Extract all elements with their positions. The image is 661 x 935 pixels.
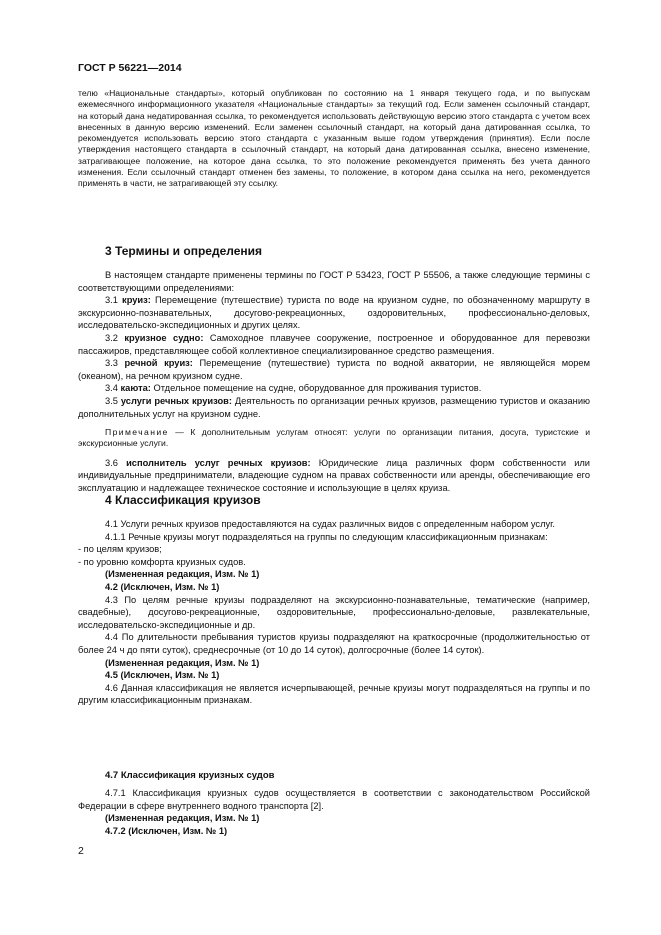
- term-3-4: 3.4 каюта: Отдельное помещение на судне, оборудованное для проживания туристов.: [105, 383, 482, 394]
- term-3-2: 3.2 круизное судно: Самоходное плавучее сооружение, построенное и оборудованное для перевозки пассажиров, представляющее собой коллективное специализированное средство размещения.: [78, 332, 590, 356]
- document-header: ГОСТ Р 56221—2014: [78, 62, 182, 74]
- subsection-4-7-body: [78, 787, 590, 837]
- para-4-1-1: 4.1.1 Речные круизы могут подразделяться на группы по следующим классификационным признакам:: [105, 531, 548, 542]
- term-3-3: 3.3 речной круиз: Перемещение (путешествие) туриста по водной акватории, не являющейся морем (океаном), на речном круизном судне.: [78, 358, 590, 381]
- term-3-1: 3.1 круиз: Перемещение (путешествие) туриста по воде на круизном судне, по обозначенному маршруту в экскурсионно-познавательных, досугово-рекреационных, оздоровительных, профессионально-деловых, исследовательско-экспедиционных и других целях.: [78, 295, 590, 331]
- para-4-2: 4.2 (Исключен, Изм. № 1): [105, 581, 220, 592]
- para-4-6: 4.6 Данная классификация не является исчерпывающей, речные круизы могут подразделяться на группы и по другим классификационным признакам.: [78, 682, 590, 706]
- list-item: - по уровню комфорта круизных судов.: [78, 556, 246, 567]
- edit-note: (Измененная редакция, Изм. № 1): [105, 569, 260, 580]
- edit-note: (Измененная редакция, Изм. № 1): [105, 813, 260, 824]
- para-4-7-1: 4.7.1 Классификация круизных судов осуществляется в соответствии с законодательством Российской Федерации в сфере внутреннего водного транспорта [2].: [78, 788, 590, 811]
- page-number: 2: [78, 845, 84, 857]
- section-4-heading: 4 Классификация круизов: [105, 493, 261, 507]
- para-4-3: 4.3 По целям речные круизы подразделяют на экскурсионно-познавательные, тематические (например, свадебные), досугово-рекреационные, оздоровительные, профессионально-деловые, развлекательные, исследовательско-экспедиционные и др.: [78, 594, 590, 630]
- list-item: - по целям круизов;: [78, 544, 162, 555]
- term-3-5: 3.5 услуги речных круизов: Деятельность по организации речных круизов, размещению туристов и оказанию дополнительных услуг на круизном судне.: [78, 395, 590, 419]
- section-3-heading: 3 Термины и определения: [105, 244, 263, 258]
- note: Примечание — К дополнительным услугам относят: услуги по организации питания, досуга, туристские и экскурсионные услуги.: [78, 427, 590, 449]
- edit-note: (Измененная редакция, Изм. № 1): [105, 657, 260, 668]
- note-label: Примечание: [105, 427, 169, 438]
- para-4-4: 4.4 По длительности пребывания туристов круизы подразделяют на краткосрочные (продолжительностью от более 24 ч до пяти суток), среднесрочные (от 10 до 14 суток), долгосрочные (более 14 суток).: [78, 632, 590, 655]
- para-4-1: 4.1 Услуги речных круизов предоставляются на судах различных видов с определенным набором услуг.: [105, 519, 555, 529]
- section-4-body: [78, 518, 590, 707]
- para-4-7-2: 4.7.2 (Исключен, Изм. № 1): [105, 825, 228, 836]
- para-4-5: 4.5 (Исключен, Изм. № 1): [105, 670, 220, 681]
- section-3-body: [78, 269, 590, 495]
- intro-paragraph: телю «Национальные стандарты», который опубликован по состоянию на 1 января текущего года, и по выпускам ежемесячного информационного указателя «Национальные стандарты» за текущий год. Если заменен ссылочный стандарт, на который дана недатированная ссылка, то рекомендуется использовать действующую версию этого стандарта с учетом всех внесенных в данную версию изменений. Если заменен ссылочный стандарт, на который дана датированная ссылка, то рекомендуется использовать версию этого стандарта с указанным выше годом утверждения (принятия). Если после утверждения настоящего стандарта в ссылочный стандарт, на который дана датированная ссылка, внесено изменение, затрагивающее положение, на которое дана ссылка, то это положение рекомендуется применять без учета данного изменения. Если ссылочный стандарт отменен без замены, то положение, в котором дана ссылка на него, рекомендуется применять в части, не затрагивающей эту ссылку.: [78, 88, 590, 189]
- section-3-lead: В настоящем стандарте применены термины по ГОСТ Р 53423, ГОСТ Р 55506, а также следующие термины с соответствующими определениями:: [78, 270, 590, 293]
- subsection-4-7-heading: 4.7 Классификация круизных судов: [105, 770, 275, 781]
- term-3-6: 3.6 исполнитель услуг речных круизов: Юридические лица различных форм собственности или индивидуальные предприниматели, владеющие судном на правах собственности или аренды, обеспечивающие его эксплуатацию и надлежащее техническое состояние и использующие в целях круиза.: [78, 457, 591, 493]
